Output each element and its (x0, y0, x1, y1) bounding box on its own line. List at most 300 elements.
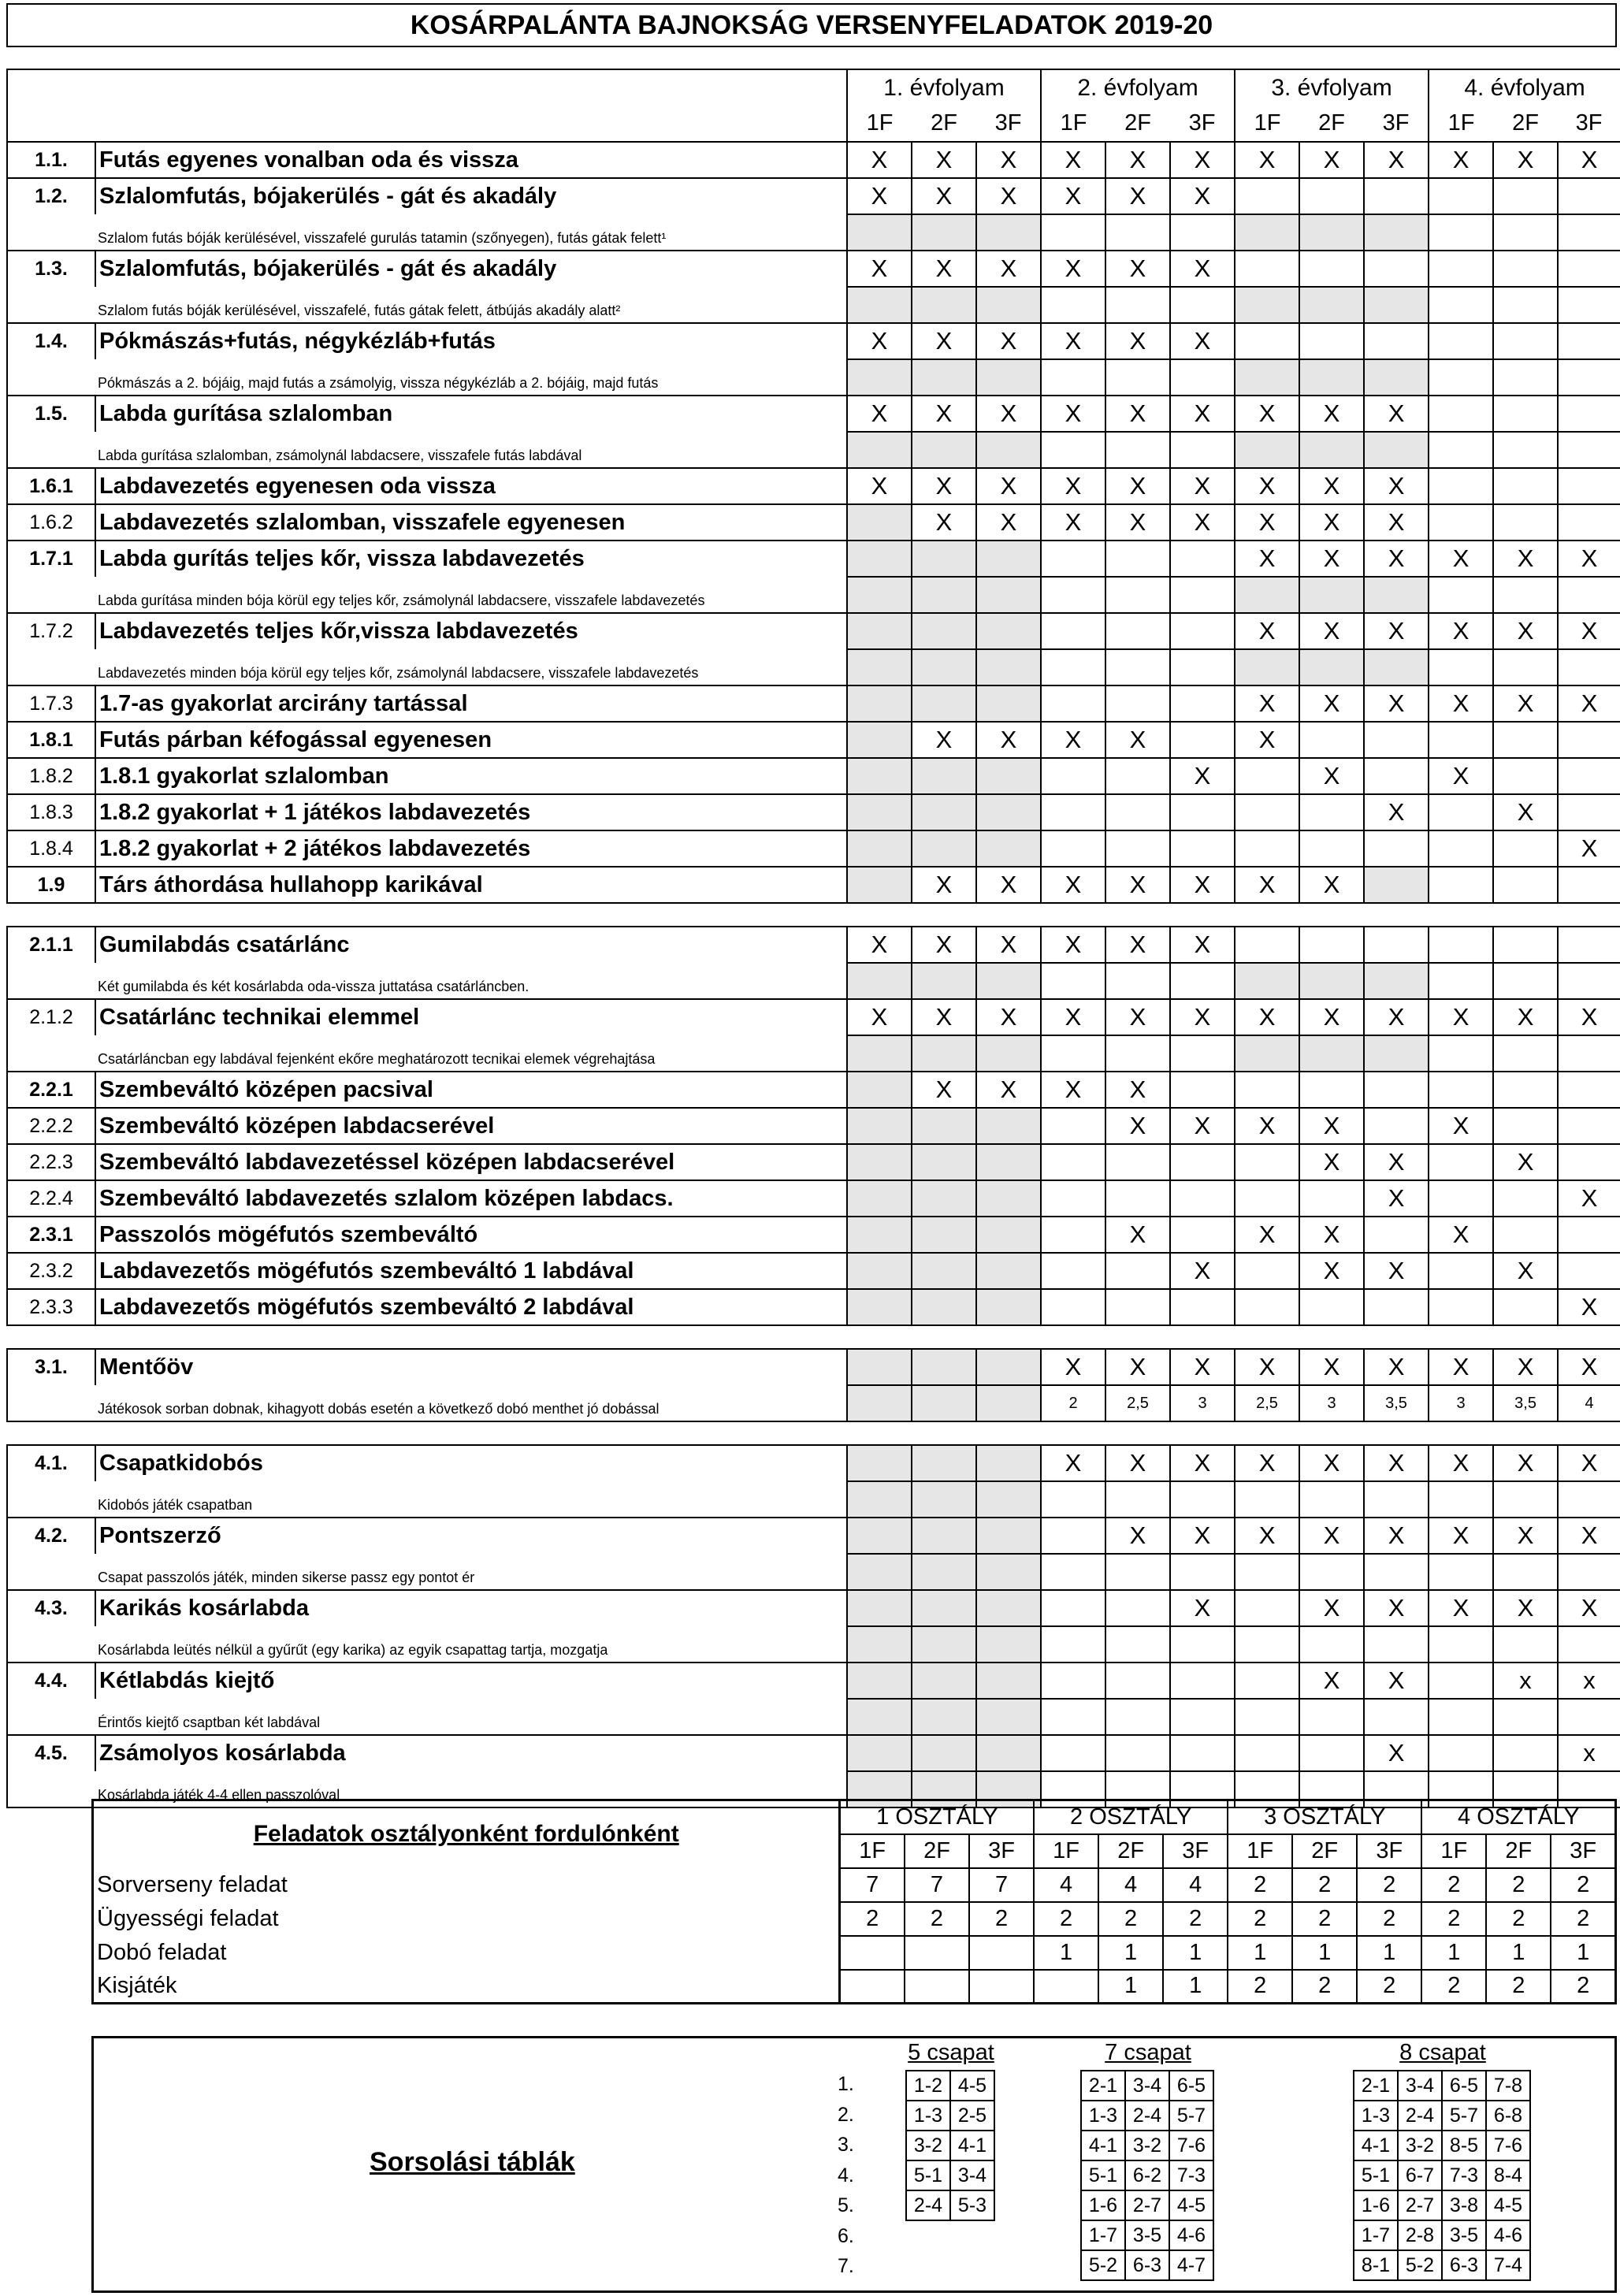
draw-row (1354, 2131, 1530, 2160)
task-cell (1299, 1481, 1364, 1518)
task-cell: X (1364, 1590, 1429, 1626)
task-cell (1299, 963, 1364, 999)
task-cell (912, 1217, 976, 1253)
task-cell (976, 1289, 1041, 1325)
task-cell (1041, 1253, 1105, 1289)
task-cell: X (1493, 1144, 1558, 1180)
section-spacer (7, 903, 1620, 927)
grade-header: 4. évfolyam (1429, 69, 1620, 106)
round-label: 7. (838, 2255, 854, 2277)
task-number: 2.3.2 (7, 1253, 95, 1289)
draw-row (1354, 2071, 1530, 2101)
task-cell (847, 287, 912, 323)
draw-row (1081, 2101, 1213, 2131)
task-description: Kosárlabda leütés nélkül a gyűrűt (egy karika) az egyik csapattag tartja, mozgatja (7, 1626, 847, 1663)
task-number: 1.9 (7, 867, 95, 903)
task-cell (1558, 867, 1620, 903)
task-cell (1429, 722, 1493, 758)
task-cell (1493, 178, 1558, 214)
draw-pair: 7-6 (1486, 2131, 1530, 2160)
task-cell: X (1235, 541, 1299, 577)
task-cell: X (1170, 504, 1235, 541)
class-header: 3 OSZTÁLY (1228, 1800, 1421, 1834)
task-cell: X (1235, 1445, 1299, 1481)
task-cell (1364, 1699, 1429, 1735)
task-cell (1364, 1108, 1429, 1144)
task-cell (1558, 287, 1620, 323)
task-cell (847, 1590, 912, 1626)
rounds-cell: 2 (1421, 1868, 1486, 1902)
task-cell (1364, 1481, 1429, 1518)
grade-header: 3. évfolyam (1235, 69, 1429, 106)
task-cell: X (912, 142, 976, 178)
rounds-row (93, 1868, 1616, 1902)
task-cell (1493, 1699, 1558, 1735)
task-name: Labdavezetés szlalomban, visszafele egyenesen (95, 504, 847, 541)
task-cell (1235, 178, 1299, 214)
task-cell: X (1493, 1518, 1558, 1554)
task-cell: X (1429, 1349, 1493, 1385)
task-cell (1235, 1663, 1299, 1699)
draw-pair: 1-3 (1081, 2101, 1125, 2131)
task-number: 2.2.2 (7, 1108, 95, 1144)
task-cell: X (1299, 1590, 1364, 1626)
round-subheader: 3F (1163, 1834, 1228, 1868)
task-cell (1429, 1735, 1493, 1771)
task-cell (1105, 649, 1170, 685)
task-cell: X (1493, 613, 1558, 649)
draw-pair: 5-2 (1081, 2250, 1125, 2280)
task-cell (1429, 649, 1493, 685)
task-cell: X (1364, 1144, 1429, 1180)
task-cell: X (1299, 685, 1364, 722)
task-cell (1558, 1217, 1620, 1253)
task-cell: X (1558, 613, 1620, 649)
task-cell (1429, 251, 1493, 287)
draw-pair: 8-4 (1486, 2160, 1530, 2190)
task-cell (1364, 1217, 1429, 1253)
task-cell (912, 649, 976, 685)
task-cell: X (847, 999, 912, 1035)
task-name: Futás egyenes vonalban oda és vissza (95, 142, 847, 178)
task-cell (1429, 963, 1493, 999)
task-cell (1170, 794, 1235, 830)
task-cell: X (1299, 1445, 1364, 1481)
task-cell (976, 613, 1041, 649)
draw-pair: 3-4 (950, 2160, 994, 2190)
task-cell (1170, 685, 1235, 722)
task-cell (1299, 927, 1364, 963)
task-cell (1493, 722, 1558, 758)
task-cell (1105, 432, 1170, 468)
task-cell (1299, 577, 1364, 613)
task-cell (976, 1554, 1041, 1590)
task-name: Szlalomfutás, bójakerülés - gát és akadály (95, 251, 847, 287)
task-cell: X (912, 999, 976, 1035)
draw-row (1081, 2190, 1213, 2220)
rounds-cell: 1 (1357, 1936, 1421, 1970)
draw-pair: 4-6 (1486, 2220, 1530, 2250)
task-number: 2.1.2 (7, 999, 95, 1035)
task-cell (1235, 432, 1299, 468)
task-cell (1429, 1663, 1493, 1699)
task-cell: X (1364, 1180, 1429, 1217)
draw-pair: 3-2 (1125, 2131, 1169, 2160)
task-cell (1299, 214, 1364, 251)
task-row (7, 1590, 1620, 1626)
task-description-row (7, 963, 1620, 999)
task-description-row (7, 1035, 1620, 1072)
task-cell (912, 359, 976, 396)
task-cell: X (1429, 1445, 1493, 1481)
task-cell (1105, 613, 1170, 649)
task-cell (1235, 287, 1299, 323)
task-name: Pontszerző (95, 1518, 847, 1554)
task-cell (1235, 758, 1299, 794)
rounds-row-label: Ügyességi feladat (93, 1902, 840, 1936)
task-cell: X (1558, 1590, 1620, 1626)
task-cell (1558, 504, 1620, 541)
header-blank (7, 106, 847, 142)
task-cell: X (847, 142, 912, 178)
draw-tables-box (91, 2036, 1617, 2293)
round-subheader: 3F (976, 106, 1041, 142)
task-cell: X (1105, 178, 1170, 214)
task-number: 1.5. (7, 396, 95, 432)
task-cell (1493, 1072, 1558, 1108)
task-cell (1493, 577, 1558, 613)
task-cell: X (1429, 1217, 1493, 1253)
draw-pair: 1-2 (906, 2071, 950, 2101)
task-cell: X (1105, 504, 1170, 541)
task-cell: X (1041, 504, 1105, 541)
task-cell (976, 758, 1041, 794)
task-cell: X (1364, 685, 1429, 722)
task-cell: X (912, 323, 976, 359)
page-title: KOSÁRPALÁNTA BAJNOKSÁG VERSENYFELADATOK 2019-20 (6, 3, 1617, 47)
task-description: Labdavezetés minden bója körül egy teljes kőr, zsámolynál labdacsere, visszafele labdavezetés (7, 649, 847, 685)
task-cell: X (1299, 1253, 1364, 1289)
task-cell (1558, 323, 1620, 359)
task-cell: X (1299, 1108, 1364, 1144)
draw-pair: 7-6 (1169, 2131, 1213, 2160)
task-cell (1364, 251, 1429, 287)
task-cell: X (1299, 758, 1364, 794)
task-cell: X (1364, 1445, 1429, 1481)
task-cell (912, 1385, 976, 1421)
task-cell (1235, 1481, 1299, 1518)
rounds-cell (969, 1936, 1034, 1970)
task-cell (1558, 214, 1620, 251)
task-cell (1105, 1253, 1170, 1289)
task-cell: X (912, 251, 976, 287)
task-cell (1041, 794, 1105, 830)
task-cell (847, 1035, 912, 1072)
task-cell (1041, 963, 1105, 999)
rounds-cell: 4 (1098, 1868, 1163, 1902)
task-cell (1429, 323, 1493, 359)
task-cell (912, 1699, 976, 1735)
task-row (7, 758, 1620, 794)
task-cell (1429, 1699, 1493, 1735)
task-cell: X (1170, 251, 1235, 287)
task-cell (1558, 359, 1620, 396)
task-row (7, 1289, 1620, 1325)
task-cell (912, 1349, 976, 1385)
task-cell (1170, 214, 1235, 251)
task-cell (847, 685, 912, 722)
task-cell (1493, 1108, 1558, 1144)
task-cell: X (1235, 504, 1299, 541)
rounds-cell: 1 (1228, 1936, 1292, 1970)
spacer-cell (7, 1325, 1620, 1349)
draw-pair: 3-5 (1442, 2220, 1486, 2250)
task-number: 2.3.1 (7, 1217, 95, 1253)
task-cell: X (1493, 1349, 1558, 1385)
task-name: Labda gurítása szlalomban (95, 396, 847, 432)
task-description-row (7, 1626, 1620, 1663)
task-cell (1429, 1253, 1493, 1289)
task-cell: X (1364, 1349, 1429, 1385)
task-cell (976, 649, 1041, 685)
task-row (7, 1253, 1620, 1289)
draw-pair: 2-7 (1398, 2190, 1442, 2220)
task-cell (1041, 1481, 1105, 1518)
draw-row (1354, 2250, 1530, 2280)
task-cell: X (1105, 1518, 1170, 1554)
task-cell: X (1493, 1445, 1558, 1481)
rounds-cell: 2 (1486, 1970, 1551, 2004)
task-cell: X (1105, 927, 1170, 963)
task-cell (1299, 649, 1364, 685)
task-cell: X (1364, 613, 1429, 649)
class-header: 4 OSZTÁLY (1421, 1800, 1615, 1834)
task-cell: X (1429, 758, 1493, 794)
task-name: Csapatkidobós (95, 1445, 847, 1481)
rounds-row (93, 1970, 1616, 2004)
draw-row (906, 2101, 994, 2131)
task-cell (1041, 1518, 1105, 1554)
task-cell (976, 541, 1041, 577)
task-cell: X (1105, 867, 1170, 903)
task-cell: X (1364, 1735, 1429, 1771)
task-cell (1105, 1626, 1170, 1663)
task-cell (1170, 1663, 1235, 1699)
task-row (7, 1217, 1620, 1253)
round-subheader: 1F (1421, 1834, 1486, 1868)
task-cell: X (912, 927, 976, 963)
task-cell (1558, 794, 1620, 830)
section-spacer (7, 1325, 1620, 1349)
task-cell (1299, 359, 1364, 396)
draw-row (1354, 2190, 1530, 2220)
draw-pair: 3-2 (906, 2131, 950, 2160)
task-cell (847, 504, 912, 541)
draw-pair: 6-3 (1442, 2250, 1486, 2280)
task-cell (1429, 504, 1493, 541)
draw-pair: 7-3 (1169, 2160, 1213, 2190)
rounds-table (91, 1799, 1617, 2004)
task-cell (1429, 1554, 1493, 1590)
round-subheader: 3F (1558, 106, 1620, 142)
round-subheader: 2F (1486, 1834, 1551, 1868)
draw-pair: 3-4 (1398, 2071, 1442, 2101)
task-cell (1041, 1108, 1105, 1144)
task-cell (1558, 468, 1620, 504)
task-cell (1493, 1626, 1558, 1663)
task-cell (1105, 830, 1170, 867)
task-cell (1429, 927, 1493, 963)
task-row (7, 323, 1620, 359)
task-cell (1170, 649, 1235, 685)
task-cell (1235, 794, 1299, 830)
task-cell (1493, 468, 1558, 504)
task-cell (1041, 214, 1105, 251)
task-number: 1.6.1 (7, 468, 95, 504)
task-name: 1.8.2 gyakorlat + 1 játékos labdavezetés (95, 794, 847, 830)
task-cell (1105, 359, 1170, 396)
rounds-cell: 2 (969, 1902, 1034, 1936)
task-number: 4.4. (7, 1663, 95, 1699)
rounds-cell: 2 (1163, 1902, 1228, 1936)
task-number: 4.1. (7, 1445, 95, 1481)
task-cell: X (1041, 927, 1105, 963)
section-spacer (7, 1421, 1620, 1445)
task-row (7, 1518, 1620, 1554)
task-cell: X (976, 927, 1041, 963)
task-cell (1235, 1072, 1299, 1108)
task-cell: X (1041, 722, 1105, 758)
draw-row (1354, 2220, 1530, 2250)
task-cell: X (1299, 1349, 1364, 1385)
task-cell (912, 287, 976, 323)
task-cell (1429, 867, 1493, 903)
task-cell (847, 613, 912, 649)
task-number: 2.2.1 (7, 1072, 95, 1108)
task-cell (1429, 794, 1493, 830)
draw-pair: 2-4 (906, 2190, 950, 2220)
draw-pair: 6-5 (1442, 2071, 1486, 2101)
task-cell (847, 1385, 912, 1421)
task-cell (1105, 287, 1170, 323)
task-name: Labdavezetés teljes kőr,vissza labdavezetés (95, 613, 847, 649)
task-cell: X (912, 468, 976, 504)
draw-pair: 5-7 (1169, 2101, 1213, 2131)
task-cell (1235, 963, 1299, 999)
task-cell (1429, 1035, 1493, 1072)
rounds-row-label: Dobó feladat (93, 1936, 840, 1970)
task-name: 1.8.1 gyakorlat szlalomban (95, 758, 847, 794)
task-number: 2.2.4 (7, 1180, 95, 1217)
task-cell: X (1558, 1180, 1620, 1217)
task-cell (1235, 577, 1299, 613)
task-name: Gumilabdás csatárlánc (95, 927, 847, 963)
task-cell: x (1558, 1735, 1620, 1771)
task-cell: X (1170, 142, 1235, 178)
task-cell: X (1105, 1072, 1170, 1108)
rounds-cell: 1 (1486, 1936, 1551, 1970)
task-cell (976, 1590, 1041, 1626)
round-subheader: 2F (1292, 1834, 1357, 1868)
task-row (7, 1072, 1620, 1108)
task-cell (1235, 1554, 1299, 1590)
task-cell (1558, 1253, 1620, 1289)
task-cell (976, 1144, 1041, 1180)
round-label: 4. (838, 2164, 854, 2186)
task-cell (1170, 830, 1235, 867)
team7-table (1080, 2070, 1214, 2281)
task-cell (1429, 1481, 1493, 1518)
task-cell (976, 1217, 1041, 1253)
task-cell: X (912, 1072, 976, 1108)
task-cell: X (1105, 396, 1170, 432)
task-cell (847, 867, 912, 903)
task-cell: X (1235, 685, 1299, 722)
task-cell: 3 (1429, 1385, 1493, 1421)
task-cell (847, 1253, 912, 1289)
rounds-cell: 2 (1228, 1970, 1292, 2004)
draw-pair: 1-3 (1354, 2101, 1398, 2131)
task-cell (1558, 251, 1620, 287)
task-cell: X (1493, 685, 1558, 722)
rounds-cell: 2 (1421, 1970, 1486, 2004)
task-cell (1429, 830, 1493, 867)
task-cell (1364, 1626, 1429, 1663)
task-cell (1364, 758, 1429, 794)
task-cell (1235, 1289, 1299, 1325)
task-cell: X (1429, 613, 1493, 649)
task-cell (1235, 1626, 1299, 1663)
task-cell (1558, 1108, 1620, 1144)
draw-pair: 7-8 (1486, 2071, 1530, 2101)
task-cell: X (1429, 541, 1493, 577)
draw-pair: 8-5 (1442, 2131, 1486, 2160)
task-description-row (7, 1699, 1620, 1735)
task-cell: X (847, 178, 912, 214)
task-cell (1558, 178, 1620, 214)
task-cell (1041, 1217, 1105, 1253)
draw-pair: 7-3 (1442, 2160, 1486, 2190)
task-cell: X (1041, 323, 1105, 359)
task-cell: X (847, 323, 912, 359)
task-cell (1364, 1072, 1429, 1108)
task-cell (1299, 1035, 1364, 1072)
rounds-cell: 1 (1034, 1936, 1098, 1970)
task-description: Két gumilabda és két kosárlabda oda-vissza juttatása csatárláncben. (7, 963, 847, 999)
round-subheader: 3F (1170, 106, 1235, 142)
task-description-row (7, 1554, 1620, 1590)
task-cell: X (1170, 1108, 1235, 1144)
task-row (7, 867, 1620, 903)
rounds-row-label: Sorverseny feladat (93, 1868, 840, 1902)
task-name: Szembeváltó középen pacsival (95, 1072, 847, 1108)
task-cell (1170, 1035, 1235, 1072)
draw-pair: 1-3 (906, 2101, 950, 2131)
task-cell (1105, 1590, 1170, 1626)
task-cell (1299, 1699, 1364, 1735)
task-cell (976, 359, 1041, 396)
task-row (7, 178, 1620, 214)
task-name: Társ áthordása hullahopp karikával (95, 867, 847, 903)
task-description-row (7, 432, 1620, 468)
rounds-cell: 2 (1292, 1970, 1357, 2004)
task-cell (847, 649, 912, 685)
task-cell (1558, 1072, 1620, 1108)
task-number: 1.8.1 (7, 722, 95, 758)
task-number: 1.1. (7, 142, 95, 178)
task-cell (1558, 1035, 1620, 1072)
rounds-cell: 2 (1357, 1868, 1421, 1902)
